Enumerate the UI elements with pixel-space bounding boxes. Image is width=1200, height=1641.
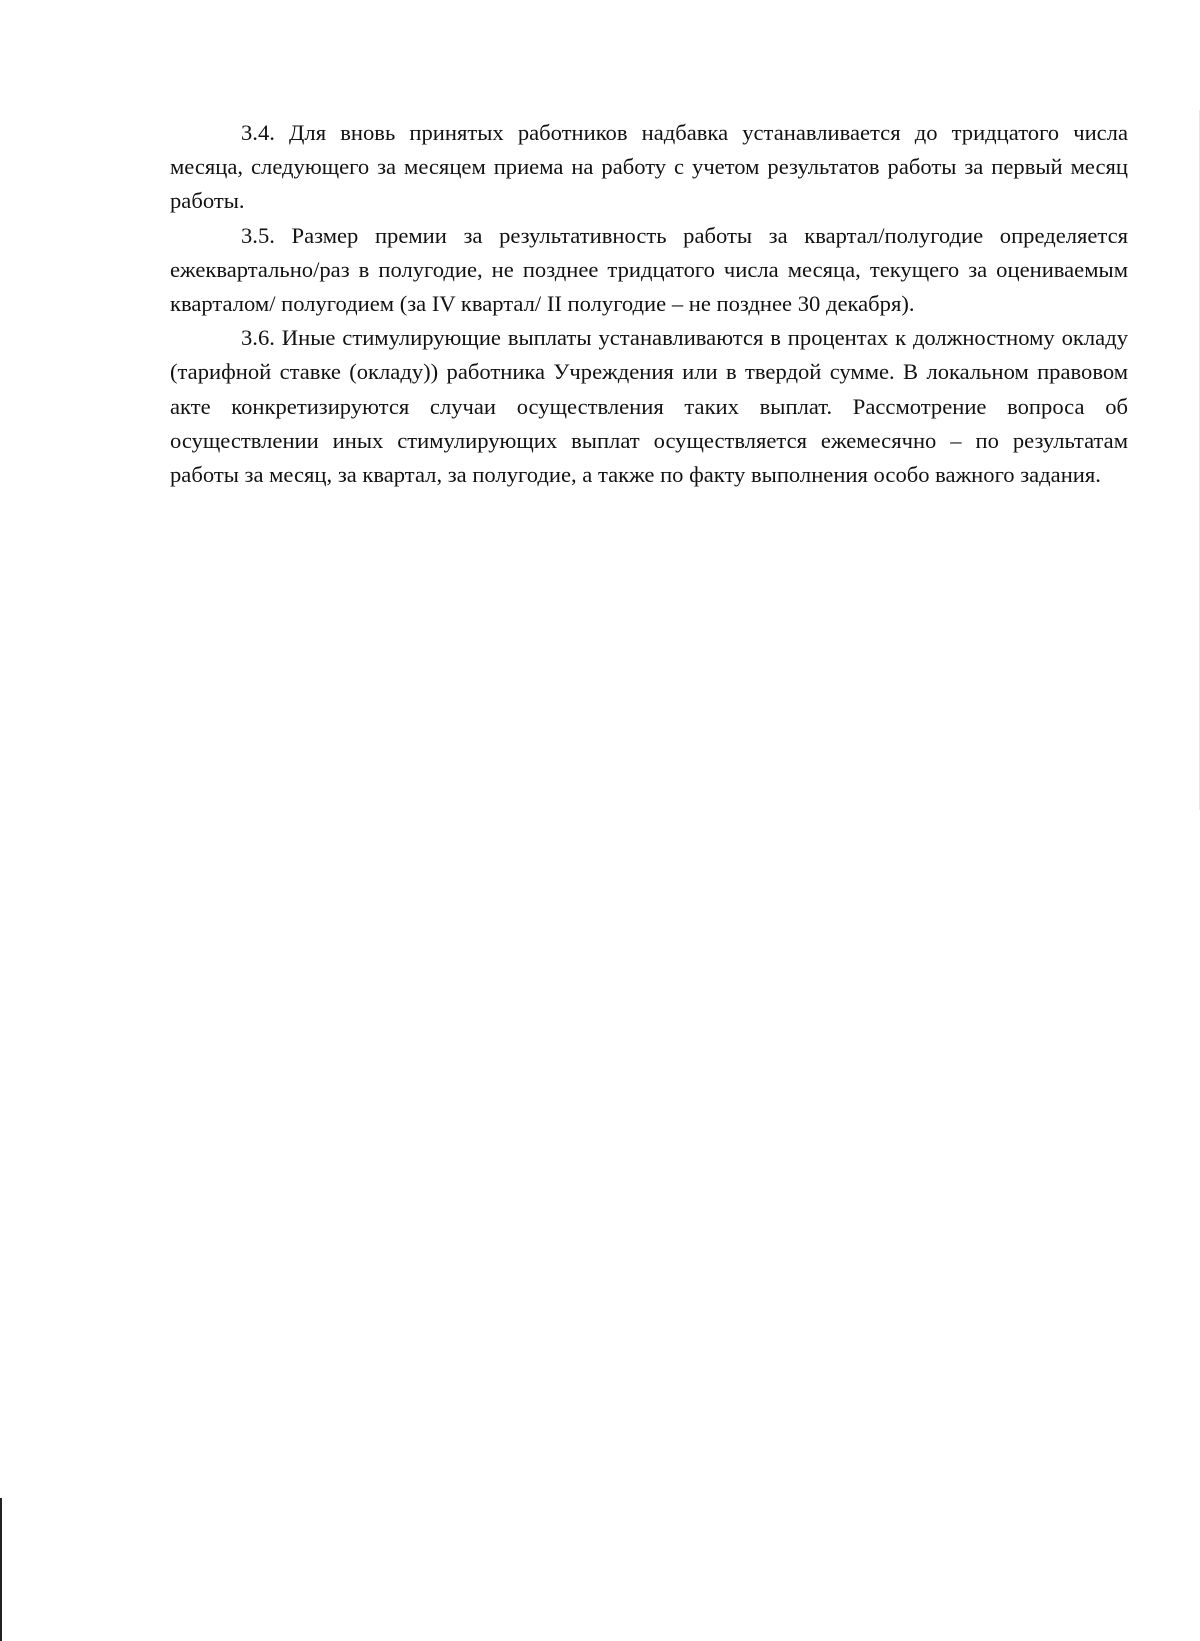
- document-body: [170, 116, 1128, 492]
- paragraph-3-6: 3.6. Иные стимулирующие выплаты устанавливаются в процентах к должностному окладу (тарифной ставке (окладу)) работника Учреждения или в твердой сумме. В локальном правовом акте конкретизируются случаи осуществления таких выплат. Рассмотрение вопроса об осуществлении иных стимулирующих выплат осуществляется ежемесячно – по результатам работы за месяц, за квартал, за полугодие, а также по факту выполнения особо важного задания.: [170, 325, 1128, 488]
- scan-edge-left: [0, 1498, 2, 1641]
- paragraph-3-4: 3.4. Для вновь принятых работников надбавка устанавливается до тридцатого числа месяца, следующего за месяцем приема на работу с учетом результатов работы за первый месяц работы.: [170, 120, 1128, 214]
- paragraph-3-5: 3.5. Размер премии за результативность работы за квартал/полугодие определяется ежеквартально/раз в полугодие, не позднее тридцатого числа месяца, текущего за оцениваемым кварталом/ полугодием (за IV квартал/ II полугодие – не позднее 30 декабря).: [170, 222, 1128, 317]
